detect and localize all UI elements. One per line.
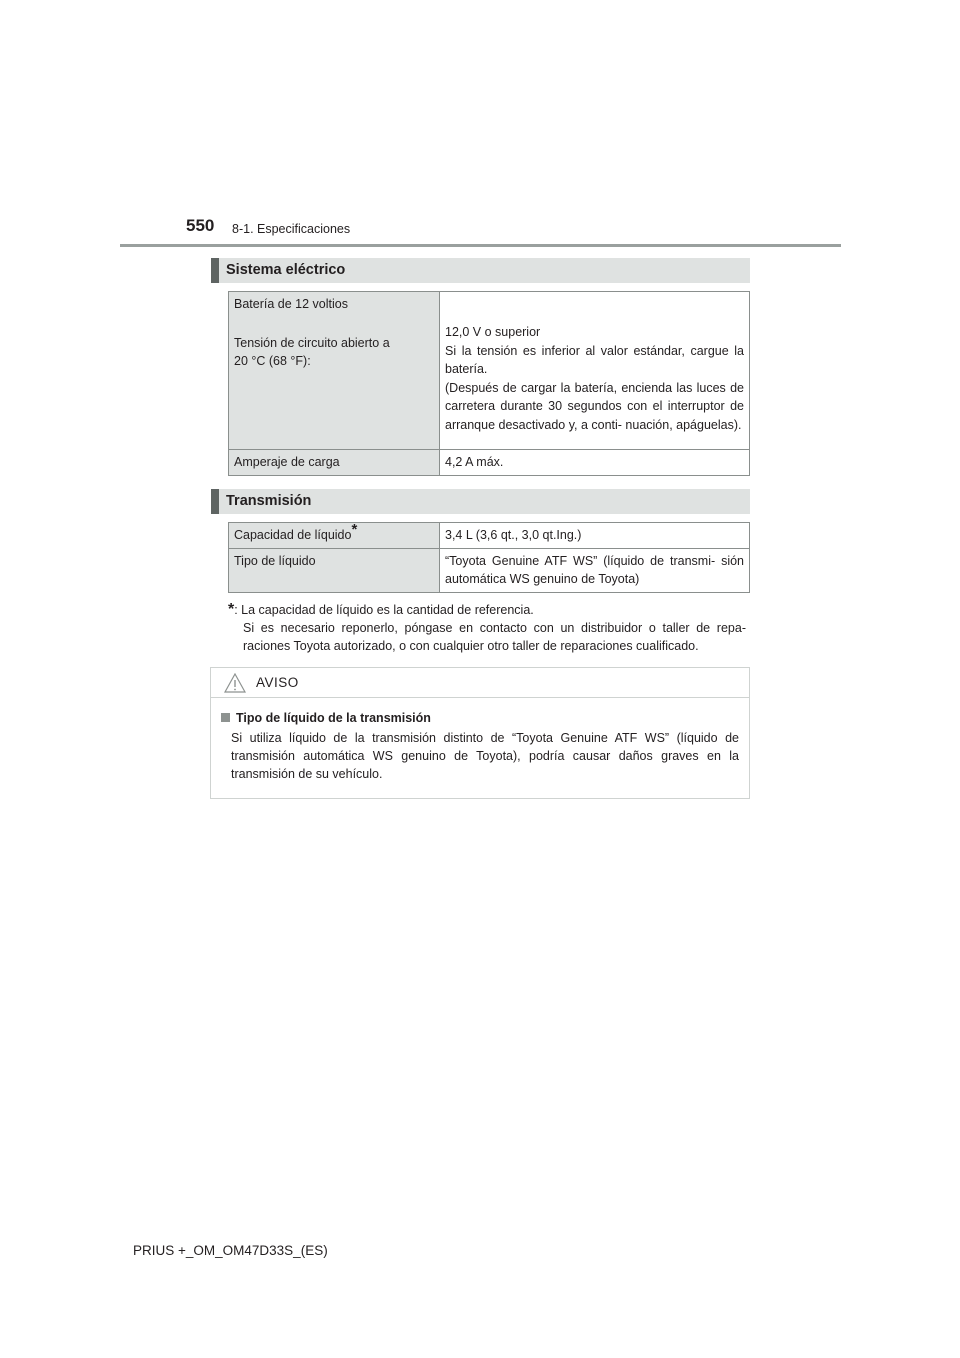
table-row xyxy=(229,523,750,549)
warning-triangle-icon xyxy=(224,673,246,693)
battery-voltage-value: 12,0 V o superior xyxy=(445,325,541,339)
header-divider xyxy=(120,244,841,247)
square-bullet-icon xyxy=(221,713,230,722)
warning-box xyxy=(210,667,750,799)
section-title: 8-1. Especificaciones xyxy=(232,222,351,236)
footnote xyxy=(228,601,746,655)
table-row xyxy=(229,450,750,476)
warning-body xyxy=(211,698,749,783)
capacity-label: Capacidad de líquido xyxy=(234,528,352,542)
battery-charge-advice: Si la tensión es inferior al valor estándar, cargue la batería. xyxy=(445,343,744,376)
charge-label: Amperaje de carga xyxy=(229,450,440,476)
capacity-value: 3,4 L (3,6 qt., 3,0 qt.Ing.) xyxy=(440,523,750,549)
battery-after-charge-note: (Después de cargar la batería, encienda las luces de carretera durante 30 segundos con el interruptor de arranque desactivado y, a conti- nuación, apáguelas). xyxy=(445,380,744,432)
warning-text: Si utiliza líquido de la transmisión distinto de “Toyota Genuine ATF WS” (líquido de transmisión automática WS genuino de Toyota), podría causar daños graves en la transmisión de su vehículo. xyxy=(231,731,739,781)
transmission-spec-table xyxy=(228,522,750,593)
document-code: PRIUS +_OM_OM47D33S_(ES) xyxy=(133,1243,328,1258)
battery-value-cell xyxy=(440,292,750,450)
warning-subheading-row xyxy=(221,709,739,727)
electrical-spec-table xyxy=(228,291,750,476)
footnote-line-2: Si es necesario reponerlo, póngase en contacto con un distribuidor o taller de repa- raciones Toyota autorizado, o con cualquier otro taller de reparaciones cualificado. xyxy=(243,621,746,653)
footnote-line-1: : La capacidad de líquido es la cantidad de referencia. xyxy=(234,603,534,617)
table-row xyxy=(229,548,750,592)
fluid-label: Tipo de líquido xyxy=(229,548,440,592)
footnote-marker: * xyxy=(351,521,358,538)
capacity-label-cell xyxy=(229,523,440,549)
page-number: 550 xyxy=(186,216,215,235)
charge-value: 4,2 A máx. xyxy=(440,450,750,476)
voltage-label: Tensión de circuito abierto a xyxy=(234,335,390,350)
battery-label-cell xyxy=(229,292,440,450)
warning-subheading: Tipo de líquido de la transmisión xyxy=(236,711,431,725)
temperature-label: 20 °C (68 °F): xyxy=(234,354,311,368)
table-row xyxy=(229,292,750,450)
warning-title: AVISO xyxy=(256,675,299,690)
battery-label: Batería de 12 voltios xyxy=(234,297,348,311)
footnote-asterisk: * xyxy=(228,601,235,618)
fluid-value: “Toyota Genuine ATF WS” (líquido de transmi- sión automática WS genuino de Toyota) xyxy=(440,548,750,592)
warning-header xyxy=(211,668,749,698)
electrical-section-heading: Sistema eléctrico xyxy=(211,258,750,283)
transmission-section-heading: Transmisión xyxy=(211,489,750,514)
